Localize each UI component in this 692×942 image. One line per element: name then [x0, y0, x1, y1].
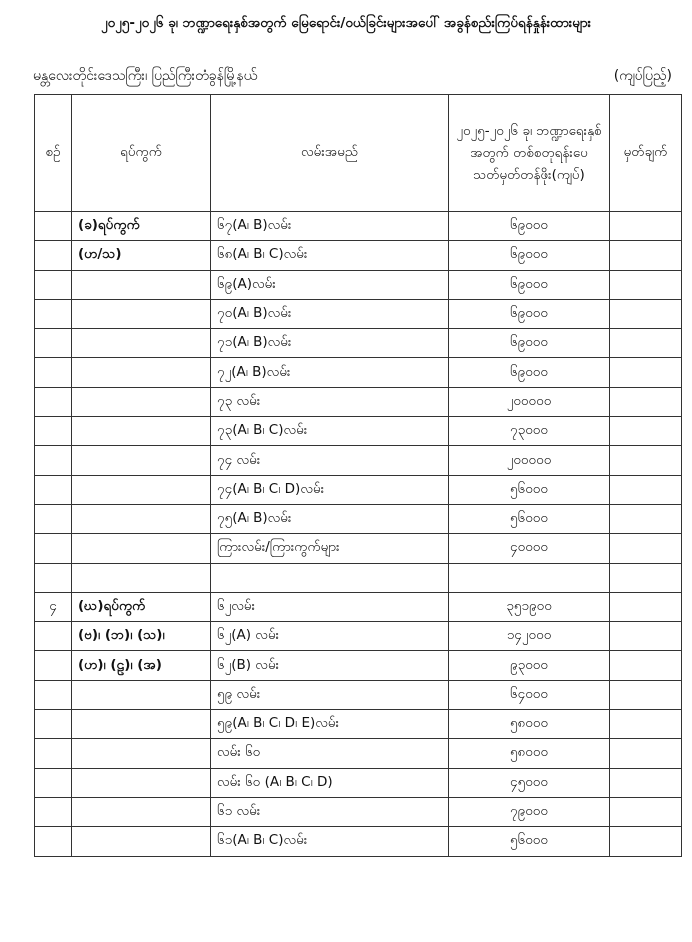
value-cell: ၆၉၀၀၀ [449, 329, 610, 358]
ward-cell: (ဗ)၊ (ဘ)၊ (သ)၊ [72, 622, 211, 651]
table-row [35, 592, 682, 621]
street-cell: ၆၇(A၊ B)လမ်း [211, 212, 449, 241]
remarks-cell [610, 417, 682, 446]
ward-cell [72, 534, 211, 563]
remarks-cell [610, 680, 682, 709]
table-row [35, 797, 682, 826]
remarks-cell [610, 651, 682, 680]
ward-cell: (ဟ/သ) [72, 241, 211, 270]
table-row [35, 270, 682, 299]
ward-cell: (ဃ)ရပ်ကွက် [72, 592, 211, 621]
row-number [35, 651, 72, 680]
remarks-cell [610, 299, 682, 328]
table-row [35, 241, 682, 270]
value-cell: ၁၄၂၀၀၀ [449, 622, 610, 651]
ward-cell [72, 329, 211, 358]
table-row [35, 358, 682, 387]
street-cell: ၇၃ လမ်း [211, 387, 449, 416]
row-number [35, 212, 72, 241]
rate-table [34, 94, 682, 857]
street-cell [211, 563, 449, 592]
street-cell: ၇၄ လမ်း [211, 446, 449, 475]
remarks-cell [610, 270, 682, 299]
row-number [35, 768, 72, 797]
row-number [35, 739, 72, 768]
street-cell: ကြားလမ်း/ကြားကွက်များ [211, 534, 449, 563]
street-cell: လမ်း ၆၀ (A၊ B၊ C၊ D) [211, 768, 449, 797]
table-row [35, 417, 682, 446]
remarks-cell [610, 534, 682, 563]
row-number [35, 534, 72, 563]
table-row [35, 534, 682, 563]
ward-cell [72, 358, 211, 387]
table-row [35, 651, 682, 680]
value-cell: ၄၀၀၀၀ [449, 534, 610, 563]
street-cell: ၇၄(A၊ B၊ C၊ D)လမ်း [211, 475, 449, 504]
header-row [35, 95, 682, 212]
remarks-cell [610, 768, 682, 797]
value-cell: ၉၃၀၀၀ [449, 651, 610, 680]
ward-cell [72, 270, 211, 299]
remarks-cell [610, 827, 682, 856]
street-cell: ၇၁(A၊ B)လမ်း [211, 329, 449, 358]
street-cell: ၇၅(A၊ B)လမ်း [211, 504, 449, 533]
row-number [35, 329, 72, 358]
value-cell: ၆၉၀၀၀ [449, 299, 610, 328]
value-cell: ၅၆၀၀၀ [449, 475, 610, 504]
value-cell: ၂၀၀၀၀၀ [449, 446, 610, 475]
table-row [35, 329, 682, 358]
document-title: ၂၀၂၅-၂၀၂၆ ခု၊ ဘဏ္ဍာရေးနှစ်အတွက် မြေရောင်း/ဝယ်ခြင်းများအပေါ် အခွန်စည်းကြပ်ရန်နှုန်းထားများ [100, 15, 592, 31]
street-cell: ၆၂လမ်း [211, 592, 449, 621]
value-cell: ၆၉၀၀၀ [449, 212, 610, 241]
row-number [35, 622, 72, 651]
remarks-cell [610, 563, 682, 592]
ward-cell: (ဟ)၊ (ဠ)၊ (အ) [72, 651, 211, 680]
row-number: ၄ [35, 592, 72, 621]
table-row [35, 504, 682, 533]
table-row [35, 563, 682, 592]
value-cell: ၇၃၀၀၀ [449, 417, 610, 446]
row-number [35, 241, 72, 270]
row-number [35, 417, 72, 446]
remarks-cell [610, 241, 682, 270]
value-cell: ၅၈၀၀၀ [449, 739, 610, 768]
value-cell: ၆၄၀၀၀ [449, 680, 610, 709]
street-cell: ၅၉ လမ်း [211, 680, 449, 709]
ward-cell [72, 446, 211, 475]
ward-cell [72, 563, 211, 592]
value-cell: ၆၉၀၀၀ [449, 241, 610, 270]
table-row [35, 387, 682, 416]
table-row [35, 827, 682, 856]
col-header-no: စဉ် [35, 95, 72, 212]
remarks-cell [610, 504, 682, 533]
col-header-ward: ရပ်ကွက် [72, 95, 211, 212]
value-cell: ၆၉၀၀၀ [449, 270, 610, 299]
table-row [35, 212, 682, 241]
value-cell: ၅၆၀၀၀ [449, 504, 610, 533]
street-cell: ၅၉(A၊ B၊ C၊ D၊ E)လမ်း [211, 710, 449, 739]
remarks-cell [610, 358, 682, 387]
remarks-cell [610, 475, 682, 504]
value-cell: ၂၀၀၀၀၀ [449, 387, 610, 416]
region-label: မန္တလေးတိုင်းဒေသကြီး၊ ပြည်ကြီးတံခွန်မြို့နယ် [33, 68, 258, 84]
row-number [35, 710, 72, 739]
remarks-cell [610, 387, 682, 416]
row-number [35, 446, 72, 475]
ward-cell [72, 504, 211, 533]
table-row [35, 768, 682, 797]
col-header-value: ၂၀၂၅-၂၀၂၆ ခု၊ ဘဏ္ဍာရေးနှစ်အတွက် တစ်စတုရန်းပေ သတ်မှတ်တန်ဖိုး(ကျပ်) [449, 95, 610, 212]
street-cell: လမ်း ၆၀ [211, 739, 449, 768]
street-cell: ၇၃(A၊ B၊ C)လမ်း [211, 417, 449, 446]
remarks-cell [610, 797, 682, 826]
street-cell: ၆၁(A၊ B၊ C)လမ်း [211, 827, 449, 856]
col-header-remarks: မှတ်ချက် [610, 95, 682, 212]
table-row [35, 739, 682, 768]
ward-cell [72, 710, 211, 739]
remarks-cell [610, 710, 682, 739]
value-cell: ၄၅၀၀၀ [449, 768, 610, 797]
street-cell: ၆၉(A)လမ်း [211, 270, 449, 299]
col-header-street: လမ်းအမည် [211, 95, 449, 212]
value-cell: ၆၉၀၀၀ [449, 358, 610, 387]
value-cell [449, 563, 610, 592]
value-cell: ၃၅၁၉၀၀ [449, 592, 610, 621]
remarks-cell [610, 739, 682, 768]
ward-cell: (ခ)ရပ်ကွက် [72, 212, 211, 241]
street-cell: ၇၂(A၊ B)လမ်း [211, 358, 449, 387]
value-cell: ၇၉၀၀၀ [449, 797, 610, 826]
value-cell: ၅၆၀၀၀ [449, 827, 610, 856]
ward-cell [72, 475, 211, 504]
remarks-cell [610, 329, 682, 358]
ward-cell [72, 827, 211, 856]
ward-cell [72, 768, 211, 797]
street-cell: ၆၈(A၊ B၊ C)လမ်း [211, 241, 449, 270]
table-row [35, 622, 682, 651]
remarks-cell [610, 622, 682, 651]
row-number [35, 563, 72, 592]
table-row [35, 680, 682, 709]
row-number [35, 299, 72, 328]
street-cell: ၇၀(A၊ B)လမ်း [211, 299, 449, 328]
row-number [35, 680, 72, 709]
value-cell: ၅၈၀၀၀ [449, 710, 610, 739]
ward-cell [72, 680, 211, 709]
ward-cell [72, 299, 211, 328]
ward-cell [72, 797, 211, 826]
row-number [35, 358, 72, 387]
remarks-cell [610, 592, 682, 621]
ward-cell [72, 387, 211, 416]
row-number [35, 827, 72, 856]
currency-unit: (ကျပ်ပြည့်) [613, 68, 672, 84]
row-number [35, 387, 72, 416]
table-row [35, 475, 682, 504]
remarks-cell [610, 446, 682, 475]
table-row [35, 710, 682, 739]
row-number [35, 504, 72, 533]
street-cell: ၆၂(B) လမ်း [211, 651, 449, 680]
row-number [35, 475, 72, 504]
row-number [35, 797, 72, 826]
street-cell: ၆၂(A) လမ်း [211, 622, 449, 651]
ward-cell [72, 417, 211, 446]
ward-cell [72, 739, 211, 768]
remarks-cell [610, 212, 682, 241]
table-row [35, 299, 682, 328]
street-cell: ၆၁ လမ်း [211, 797, 449, 826]
row-number [35, 270, 72, 299]
table-row [35, 446, 682, 475]
